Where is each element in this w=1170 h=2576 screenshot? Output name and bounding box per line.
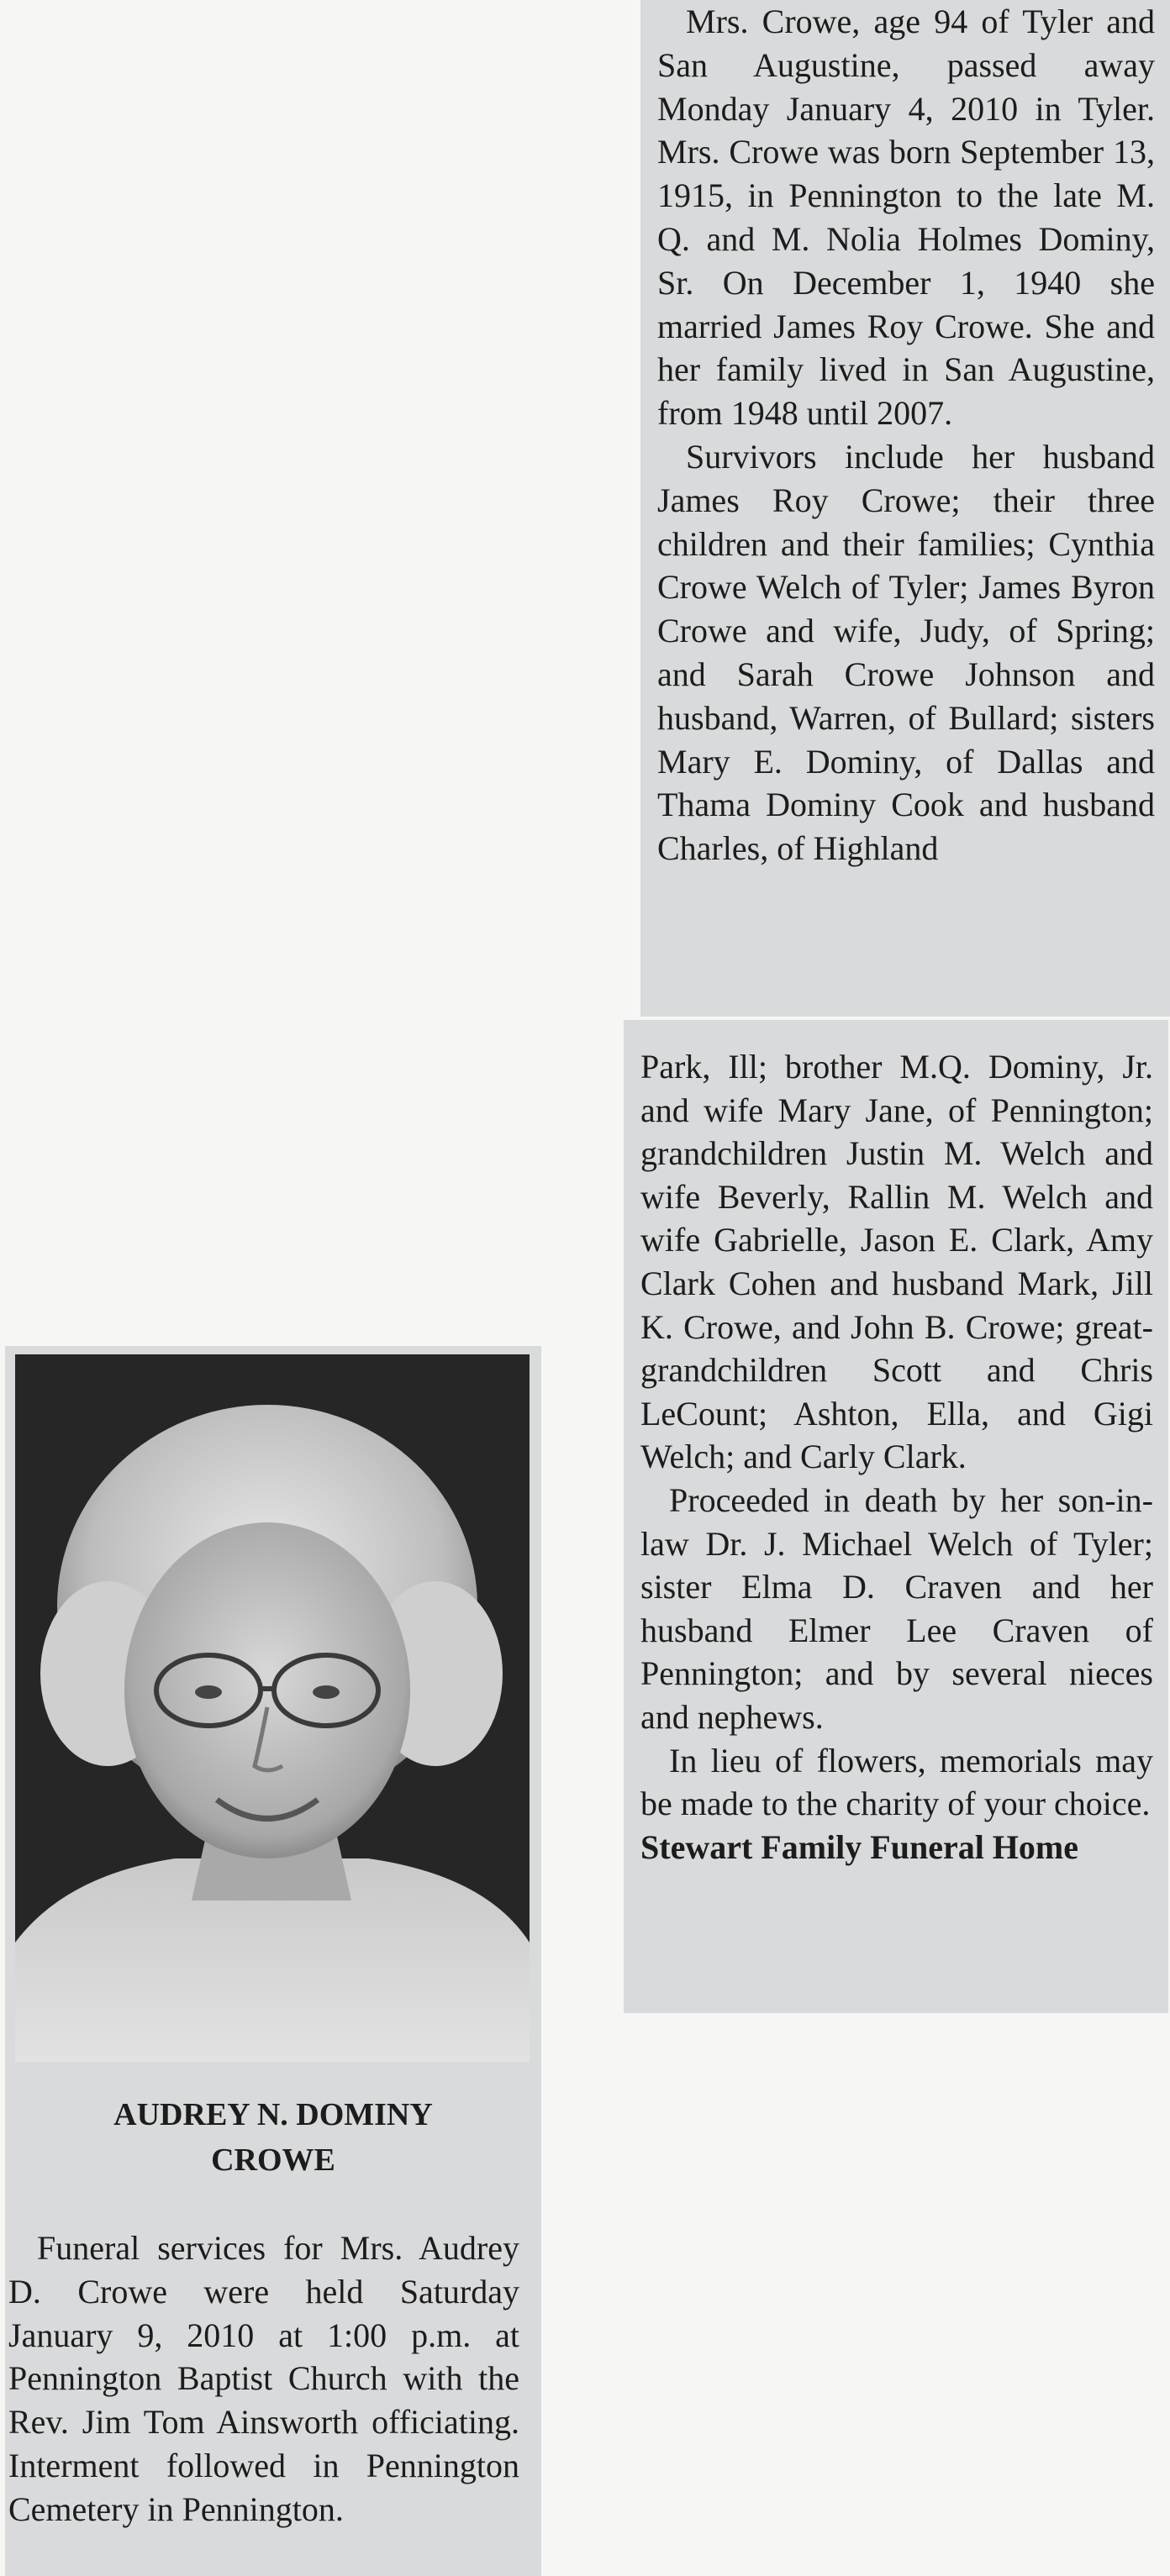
- obituary-clipping-top: [640, 0, 1170, 1017]
- obituary-headline: [5, 2092, 541, 2183]
- obituary-paragraph-life: Mrs. Crowe, age 94 of Tyler and San Augustine, passed away Monday January 4, 2010 in Tyler. Mrs. Crowe was born September 13, 1915, in Pennington to the late M. Q. and M. Nolia Holmes Dominy, Sr. On December 1, 1940 she married James Roy Crowe. She and her family lived in San Augustine, from 1948 until 2007.: [657, 3, 1155, 433]
- obituary-paragraph-preceded: Proceeded in death by her son-in-law Dr. J. Michael Welch of Tyler; sister Elma D. Craven and her husband Elmer Lee Craven of Pennington; and by several nieces and nephews.: [640, 1480, 1153, 1736]
- headline-line-1: AUDREY N. DOMINY: [113, 2097, 433, 2132]
- obituary-paragraph-memorials: In lieu of flowers, memorials may be made to the charity of your choice.: [640, 1741, 1153, 1823]
- portrait-photo: [15, 1354, 530, 2062]
- headline-line-2: CROWE: [211, 2142, 335, 2178]
- obituary-paragraph-survivors: Survivors include her husband James Roy Crowe; their three children and their families; Cynthia Crowe Welch of Tyler; James Byron Crowe and wife, Judy, of Spring; and Sarah Crowe Johnson and husband, Warren, of Bullard; sisters Mary E. Dominy, of Dallas and Thama Dominy Cook and husband Charles, of Highland: [657, 437, 1155, 868]
- portrait-illustration: [15, 1354, 530, 2062]
- obituary-paragraph-services: Funeral services for Mrs. Audrey D. Crowe were held Saturday January 9, 2010 at 1:00 p.m. at Pennington Baptist Church with the Rev. Jim Tom Ainsworth officiating. Interment followed in Pennington Cemetery in Pennington.: [8, 2229, 519, 2528]
- funeral-home-signoff: Stewart Family Funeral Home: [640, 1827, 1078, 1866]
- obituary-clipping-middle: [624, 1020, 1168, 2013]
- obituary-paragraph-survivors-continued: Park, Ill; brother M.Q. Dominy, Jr. and wife Mary Jane, of Pennington; grandchildren Justin M. Welch and wife Beverly, Rallin M. Welch and wife Gabrielle, Jason E. Clark, Amy Clark Cohen and husband Mark, Jill K. Crowe, and John B. Crowe; great-grandchildren Scott and Chris LeCount; Ashton, Ella, and Gigi Welch; and Carly Clark.: [640, 1048, 1153, 1476]
- obituary-clipping-photo: [5, 1346, 541, 2576]
